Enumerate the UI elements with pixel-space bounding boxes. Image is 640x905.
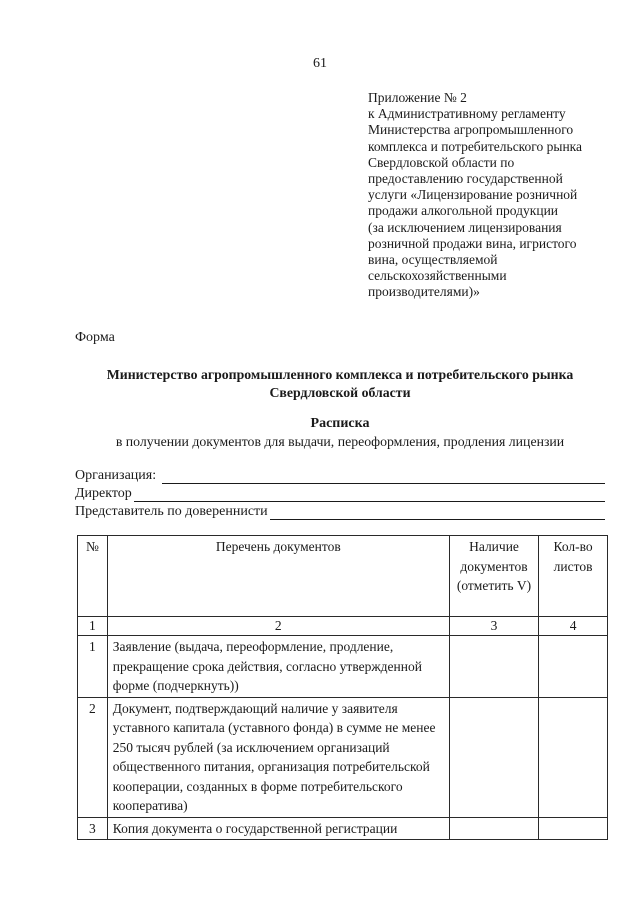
table-header-row bbox=[78, 536, 608, 617]
header-sheets: Кол-во листов bbox=[539, 536, 608, 617]
row-presence-cell[interactable] bbox=[449, 817, 538, 840]
appendix-line: (за исключением лицензирования bbox=[368, 219, 562, 235]
column-number: 2 bbox=[107, 617, 449, 636]
appendix-line: Министерства агропромышленного bbox=[368, 122, 574, 138]
row-document: Документ, подтверждающий наличие у заявителя уставного капитала (уставного фонда) в сумме не менее 250 тысяч рублей (за исключением организаций общественного питания, организация потребительской кооперации, созданных в форме потребительского кооператива) bbox=[107, 697, 449, 817]
representative-blank[interactable] bbox=[270, 505, 605, 520]
row-presence-cell[interactable] bbox=[449, 697, 538, 817]
header-num: № bbox=[78, 536, 108, 617]
row-document: Заявление (выдача, переоформление, продление, прекращение срока действия, согласно утвержденной форме (подчеркнуть)) bbox=[107, 636, 449, 698]
appendix-line: вина, осуществляемой bbox=[368, 252, 498, 268]
row-sheets-cell[interactable] bbox=[539, 636, 608, 698]
row-sheets-cell[interactable] bbox=[539, 817, 608, 840]
representative-field bbox=[75, 502, 605, 520]
row-number: 3 bbox=[78, 817, 108, 840]
row-sheets-cell[interactable] bbox=[539, 697, 608, 817]
appendix-line: к Административному регламенту bbox=[368, 106, 566, 122]
row-presence-cell[interactable] bbox=[449, 636, 538, 698]
header-presence: Наличие документов (отметить V) bbox=[449, 536, 538, 617]
row-document: Копия документа о государственной регистрации bbox=[107, 817, 449, 840]
table-row bbox=[78, 817, 608, 840]
column-numbers-row bbox=[78, 617, 608, 636]
ministry-heading bbox=[60, 366, 620, 402]
ministry-line: Свердловской области bbox=[269, 385, 411, 400]
organization-blank[interactable] bbox=[162, 469, 605, 484]
appendix-line: розничной продажи вина, игристого bbox=[368, 235, 577, 251]
column-number: 4 bbox=[539, 617, 608, 636]
appendix-line: сельскохозяйственными bbox=[368, 268, 507, 284]
document-subtitle: в получении документов для выдачи, переоформления, продления лицензии bbox=[115, 434, 565, 449]
ministry-line: Министерство агропромышленного комплекса и потребительского рынка bbox=[106, 367, 574, 382]
table-row bbox=[78, 697, 608, 817]
page-number: 61 bbox=[313, 56, 327, 71]
appendix-line: Приложение № 2 bbox=[368, 90, 467, 105]
director-blank[interactable] bbox=[134, 487, 605, 502]
appendix-line: комплекса и потребительского рынка bbox=[368, 138, 583, 154]
row-number: 1 bbox=[78, 636, 108, 698]
director-label: Директор bbox=[75, 486, 132, 501]
appendix-block bbox=[368, 90, 618, 301]
documents-table bbox=[77, 535, 608, 840]
organization-label: Организация: bbox=[75, 468, 157, 483]
appendix-line: продажи алкогольной продукции bbox=[368, 203, 559, 219]
column-number: 3 bbox=[449, 617, 538, 636]
appendix-line: услуги «Лицензирование розничной bbox=[368, 187, 578, 203]
column-number: 1 bbox=[78, 617, 108, 636]
table-row bbox=[78, 636, 608, 698]
organization-field bbox=[75, 466, 605, 484]
appendix-line: производителями)» bbox=[368, 284, 480, 300]
appendix-line: предоставлению государственной bbox=[368, 171, 563, 187]
director-field bbox=[75, 484, 605, 502]
row-number: 2 bbox=[78, 697, 108, 817]
document-title: Расписка bbox=[310, 416, 370, 431]
representative-label: Представитель по довереннисти bbox=[75, 504, 268, 519]
appendix-line: Свердловской области по bbox=[368, 154, 515, 170]
form-label: Форма bbox=[75, 330, 115, 345]
header-list: Перечень документов bbox=[107, 536, 449, 617]
